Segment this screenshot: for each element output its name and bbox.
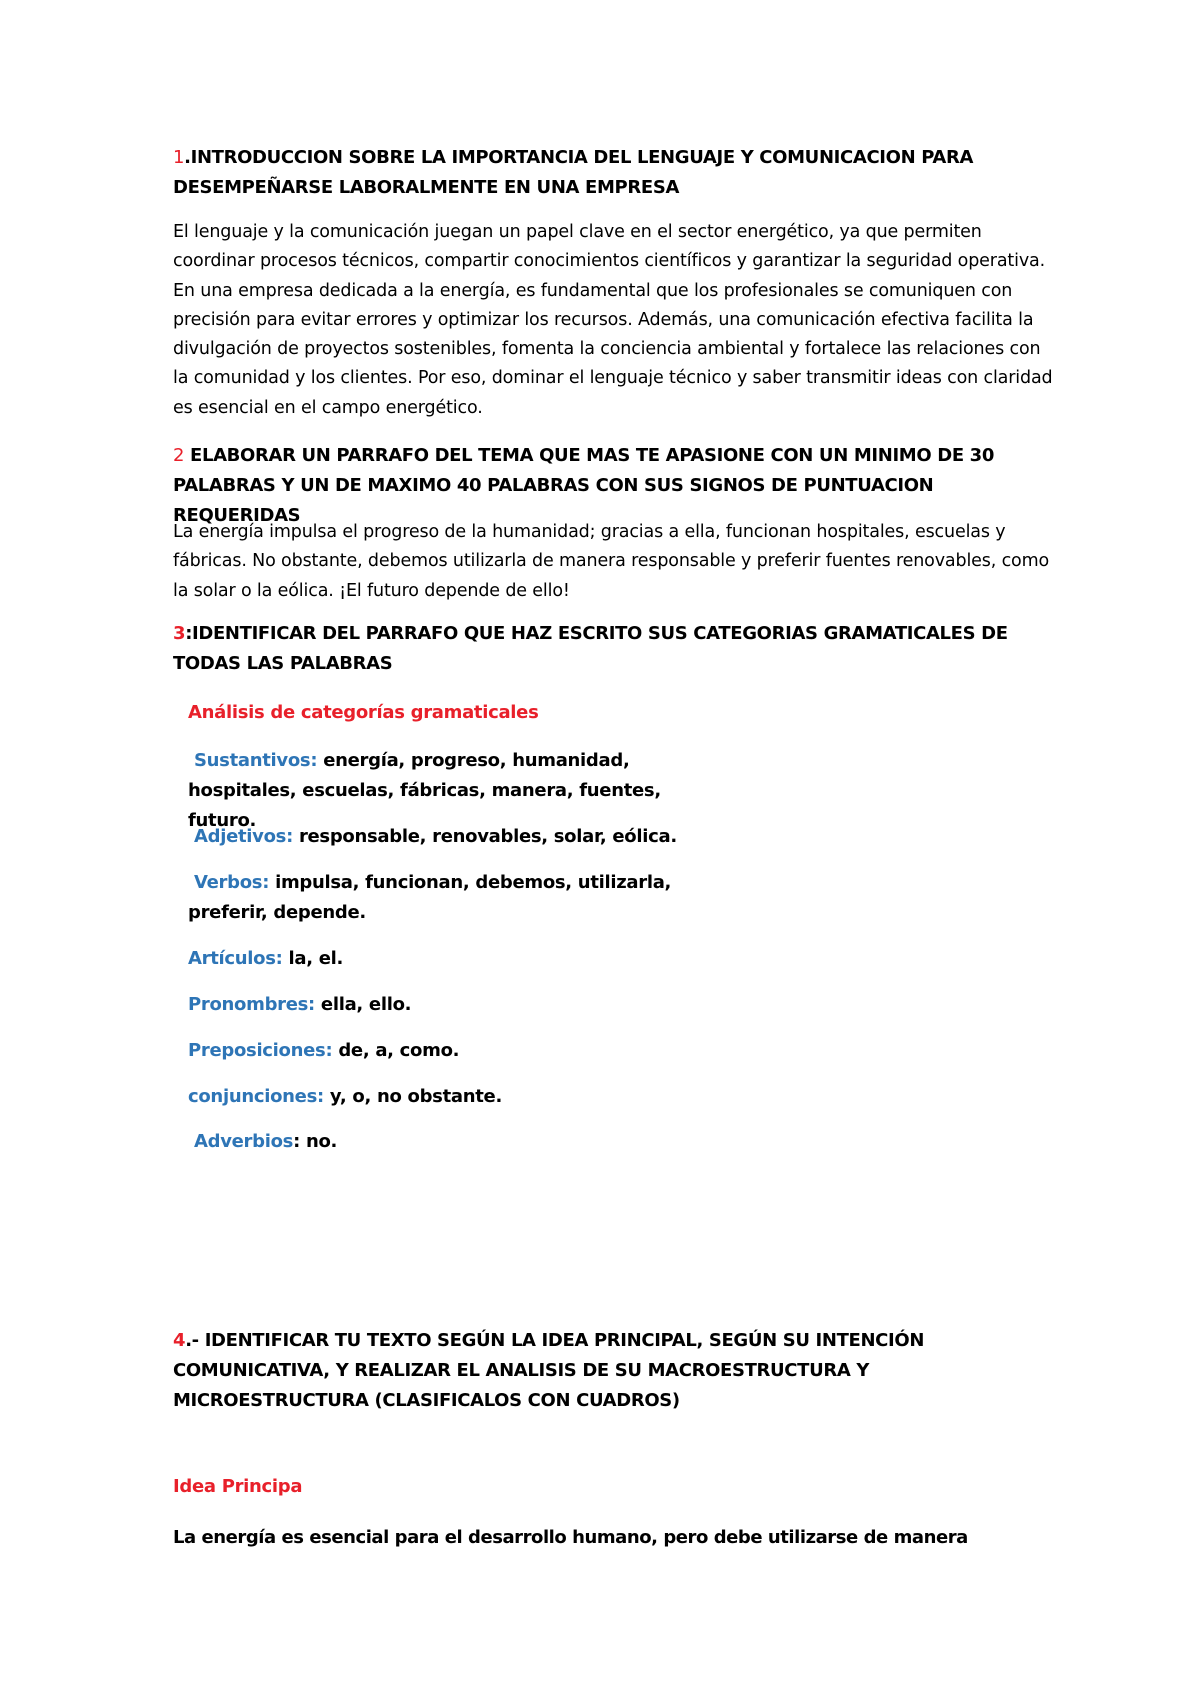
idea-principal-text: La energía es esencial para el desarrollo humano, pero debe utilizarse de manera	[173, 1527, 968, 1548]
section-3-heading	[173, 619, 1053, 679]
section-2-paragraph: La energía impulsa el progreso de la humanidad; gracias a ella, funcionan hospitales, escuelas y fábricas. No obstante, debemos utilizarla de manera responsable y preferir fuentes renovables, como la solar o la eólica. ¡El futuro depende de ello!	[173, 522, 1050, 601]
section-4-heading-text: .- IDENTIFICAR TU TEXTO SEGÚN LA IDEA PRINCIPAL, SEGÚN SU INTENCIÓN COMUNICATIVA, Y REALIZAR EL ANALISIS DE SU MACROESTRUCTURA Y MICROESTRUCTURA (CLASIFICALOS CON CUADROS)	[173, 1330, 925, 1411]
category-words: y, o, no obstante.	[323, 1086, 502, 1107]
category-pronombres	[188, 990, 1068, 1020]
category-label: Artículos:	[188, 948, 283, 969]
category-words: responsable, renovables, solar, eólica.	[292, 826, 677, 847]
category-label: Adjetivos:	[194, 826, 293, 847]
category-articulos	[188, 944, 1068, 974]
analysis-title: Análisis de categorías gramaticales	[188, 702, 539, 723]
section-1-number: 1	[173, 147, 185, 168]
section-1-heading-text: .INTRODUCCION SOBRE LA IMPORTANCIA DEL LENGUAJE Y COMUNICACION PARA DESEMPEÑARSE LABORALMENTE EN UNA EMPRESA	[173, 147, 974, 198]
category-label: Adverbios	[194, 1131, 294, 1152]
category-label: Preposiciones:	[188, 1040, 333, 1061]
section-2-number: 2	[173, 445, 185, 466]
section-1-paragraph: El lenguaje y la comunicación juegan un papel clave en el sector energético, ya que permiten coordinar procesos técnicos, compartir conocimientos científicos y garantizar la seguridad operativa. En una empresa dedicada a la energía, es fundamental que los profesionales se comuniquen con precisión para evitar errores y optimizar los recursos. Además, una comunicación efectiva facilita la divulgación de proyectos sostenibles, fomenta la conciencia ambiental y fortalece las relaciones con la comunidad y los clientes. Por eso, dominar el lenguaje técnico y saber transmitir ideas con claridad es esencial en el campo energético.	[173, 222, 1053, 418]
category-words: impulsa, funcionan, debemos, utilizarla, preferir, depende.	[188, 872, 672, 923]
category-adverbios	[194, 1127, 1074, 1157]
section-4-number: 4	[173, 1330, 186, 1351]
category-label: conjunciones:	[188, 1086, 324, 1107]
section-3-heading-text: :IDENTIFICAR DEL PARRAFO QUE HAZ ESCRITO SUS CATEGORIAS GRAMATICALES DE TODAS LAS PALABRAS	[173, 623, 1008, 674]
category-label: Pronombres:	[188, 994, 315, 1015]
category-words: energía, progreso, humanidad, hospitales, escuelas, fábricas, manera, fuentes, futuro.	[188, 750, 661, 831]
category-words: ella, ello.	[314, 994, 412, 1015]
category-words: de, a, como.	[332, 1040, 460, 1061]
idea-principal-title: Idea Principa	[173, 1476, 303, 1497]
category-verbos	[188, 868, 678, 928]
category-label: Verbos:	[194, 872, 270, 893]
category-adjetivos	[194, 822, 1074, 852]
section-4-heading	[173, 1326, 1053, 1416]
category-conjunciones	[188, 1082, 1068, 1112]
category-words: la, el.	[282, 948, 344, 969]
section-3-number: 3	[173, 623, 186, 644]
category-label: Sustantivos:	[194, 750, 318, 771]
category-preposiciones	[188, 1036, 1068, 1066]
category-words: : no.	[293, 1131, 338, 1152]
section-1-heading	[173, 143, 1053, 203]
section-2-heading-text: ELABORAR UN PARRAFO DEL TEMA QUE MAS TE APASIONE CON UN MINIMO DE 30 PALABRAS Y UN DE MAXIMO 40 PALABRAS CON SUS SIGNOS DE PUNTUACION REQUERIDAS	[173, 445, 995, 526]
